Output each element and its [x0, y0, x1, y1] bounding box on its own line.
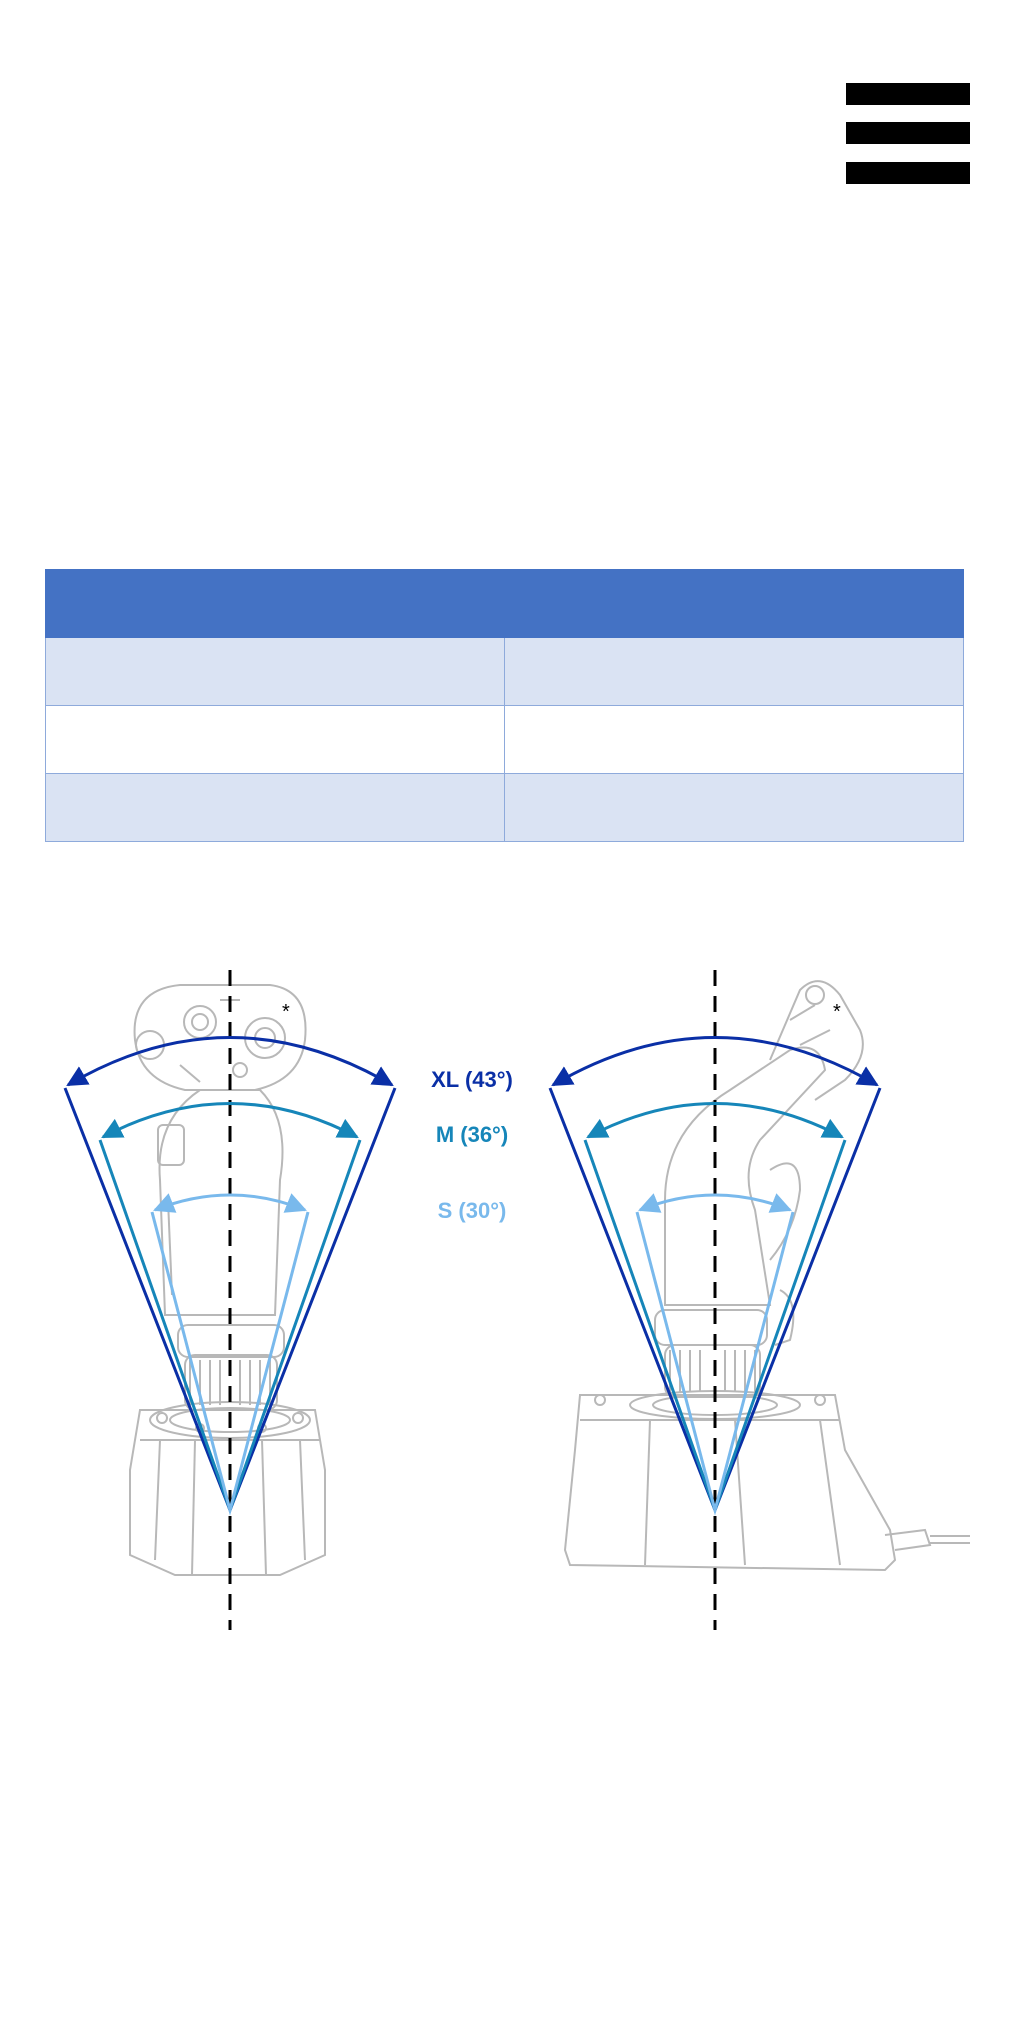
joystick-side-view — [565, 981, 970, 1570]
table-row — [46, 706, 964, 774]
hamburger-menu-icon[interactable] — [846, 80, 970, 184]
table-row — [46, 638, 964, 706]
asterisk-right: * — [833, 1001, 841, 1023]
table-cell — [505, 706, 964, 774]
joystick-range-diagram — [0, 950, 1021, 1630]
table-cell — [46, 706, 505, 774]
specification-table — [45, 569, 964, 842]
range-label-xl: XL (43°) — [431, 1067, 513, 1092]
range-label-m: M (36°) — [435, 1122, 509, 1147]
table-cell — [46, 638, 505, 706]
table-header-cell — [46, 570, 964, 638]
range-label-s: S (30°) — [437, 1198, 507, 1223]
table-cell — [46, 774, 505, 842]
menu-bar-top — [846, 83, 970, 105]
menu-bar-middle — [846, 122, 970, 144]
joystick-front-view — [130, 985, 325, 1575]
table-cell — [505, 638, 964, 706]
table-header-row — [46, 570, 964, 638]
asterisk-left: * — [282, 1001, 290, 1023]
table-row — [46, 774, 964, 842]
menu-bar-bottom — [846, 162, 970, 184]
table-cell — [505, 774, 964, 842]
